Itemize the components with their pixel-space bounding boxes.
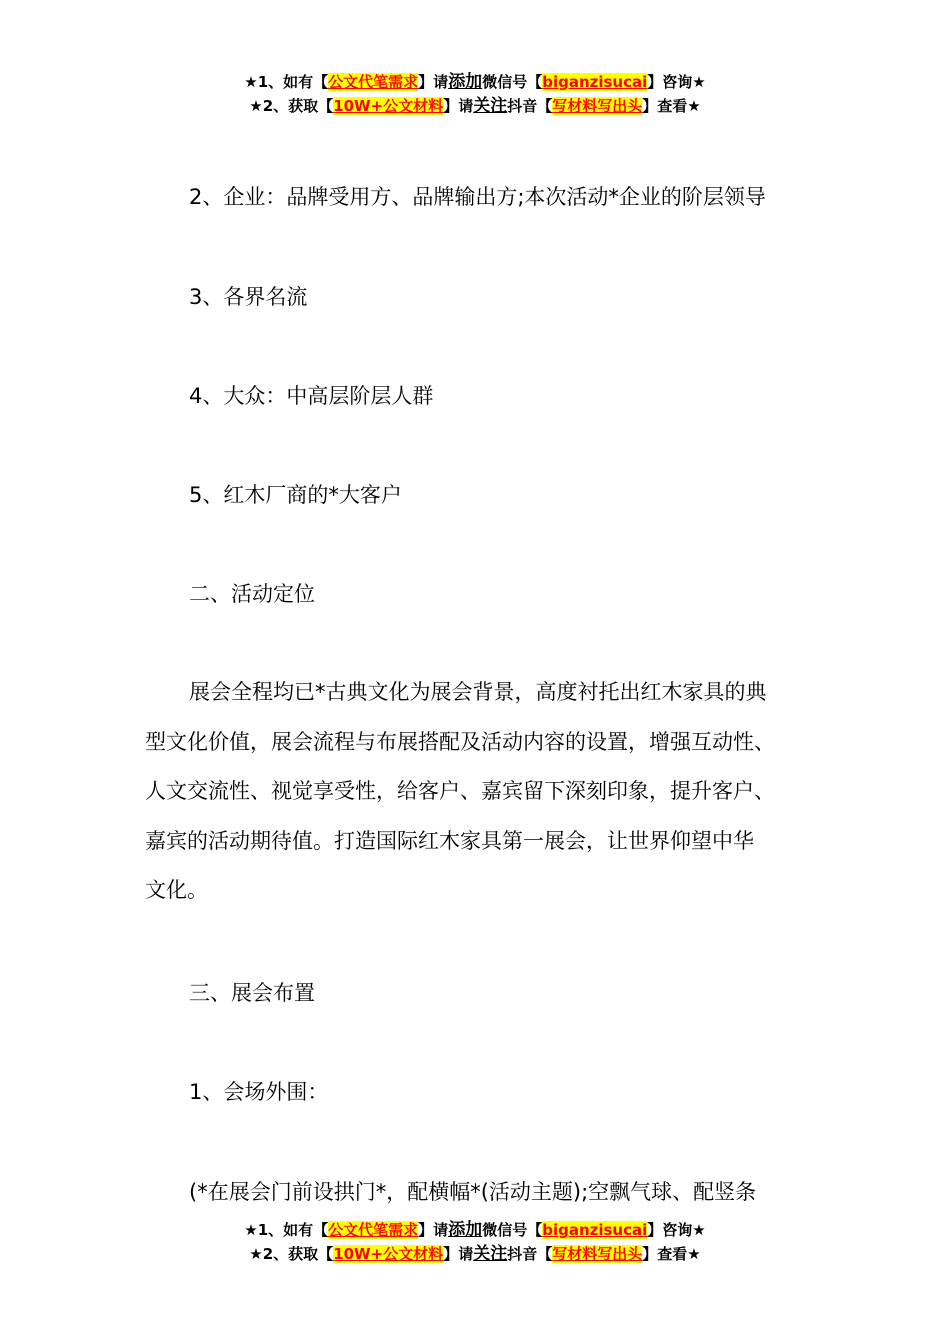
- banner-line-2: [0, 1242, 950, 1266]
- list-item-2: 2、企业：品牌受用方、品牌输出方;本次活动*企业的阶层领导: [189, 185, 766, 209]
- banner-text: ★1、如有【: [244, 1221, 329, 1239]
- header-banner: [0, 70, 950, 118]
- list-item-3: 3、各界名流: [189, 285, 308, 309]
- banner-douyin-id: 写材料写出头: [552, 97, 643, 115]
- list-item-4: 4、大众：中高层阶层人群: [189, 384, 434, 408]
- banner-highlight: 10W+公文材料: [333, 97, 444, 115]
- banner-text: 】请: [443, 1245, 474, 1263]
- banner-line-1: [0, 1218, 950, 1242]
- banner-line-1: [0, 70, 950, 94]
- banner-text: ★1、如有【: [244, 73, 329, 91]
- banner-text: 】请: [418, 73, 449, 91]
- banner-text: 微信号【: [482, 73, 543, 91]
- banner-text: 】请: [418, 1221, 449, 1239]
- banner-text: ★2、获取【: [249, 97, 334, 115]
- banner-text: 】查看★: [642, 97, 701, 115]
- paragraph-line: 文化。: [145, 878, 208, 902]
- body-line: (*在展会门前设拱门*，配横幅*(活动主题);空飘气球、配竖条: [189, 1180, 757, 1204]
- banner-line-2: [0, 94, 950, 118]
- banner-text: 抖音【: [507, 1245, 553, 1263]
- banner-emphasis: 关注: [473, 1244, 508, 1264]
- paragraph-line: 型文化价值，展会流程与布展搭配及活动内容的设置，增强互动性、: [145, 729, 775, 754]
- section-heading-3: 三、展会布置: [189, 981, 315, 1005]
- footer-banner: [0, 1218, 950, 1266]
- banner-text: 】查看★: [642, 1245, 701, 1263]
- subheading-1: 1、会场外围：: [189, 1080, 329, 1104]
- positioning-paragraph: [145, 668, 815, 916]
- banner-text: 】咨询★: [647, 1221, 706, 1239]
- list-item-5: 5、红木厂商的*大客户: [189, 483, 402, 507]
- banner-douyin-id: 写材料写出头: [552, 1245, 643, 1263]
- banner-emphasis: 关注: [473, 96, 508, 116]
- banner-text: ★2、获取【: [249, 1245, 334, 1263]
- banner-wechat-id: biganzisucai: [542, 73, 648, 91]
- banner-wechat-id: biganzisucai: [542, 1221, 648, 1239]
- banner-highlight: 10W+公文材料: [333, 1245, 444, 1263]
- banner-highlight: 公文代笔需求: [328, 1221, 419, 1239]
- banner-text: 微信号【: [482, 1221, 543, 1239]
- banner-emphasis: 添加: [448, 1220, 483, 1240]
- banner-text: 】请: [443, 97, 474, 115]
- paragraph-line: 展会全程均已*古典文化为展会背景，高度衬托出红木家具的典: [189, 680, 767, 704]
- banner-highlight: 公文代笔需求: [328, 73, 419, 91]
- banner-text: 】咨询★: [647, 73, 706, 91]
- banner-emphasis: 添加: [448, 72, 483, 92]
- paragraph-line: 人文交流性、视觉享受性，给客户、嘉宾留下深刻印象，提升客户、: [145, 779, 775, 803]
- paragraph-line: 嘉宾的活动期待值。打造国际红木家具第一展会，让世界仰望中华: [145, 828, 754, 853]
- banner-text: 抖音【: [507, 97, 553, 115]
- section-heading-2: 二、活动定位: [189, 582, 315, 606]
